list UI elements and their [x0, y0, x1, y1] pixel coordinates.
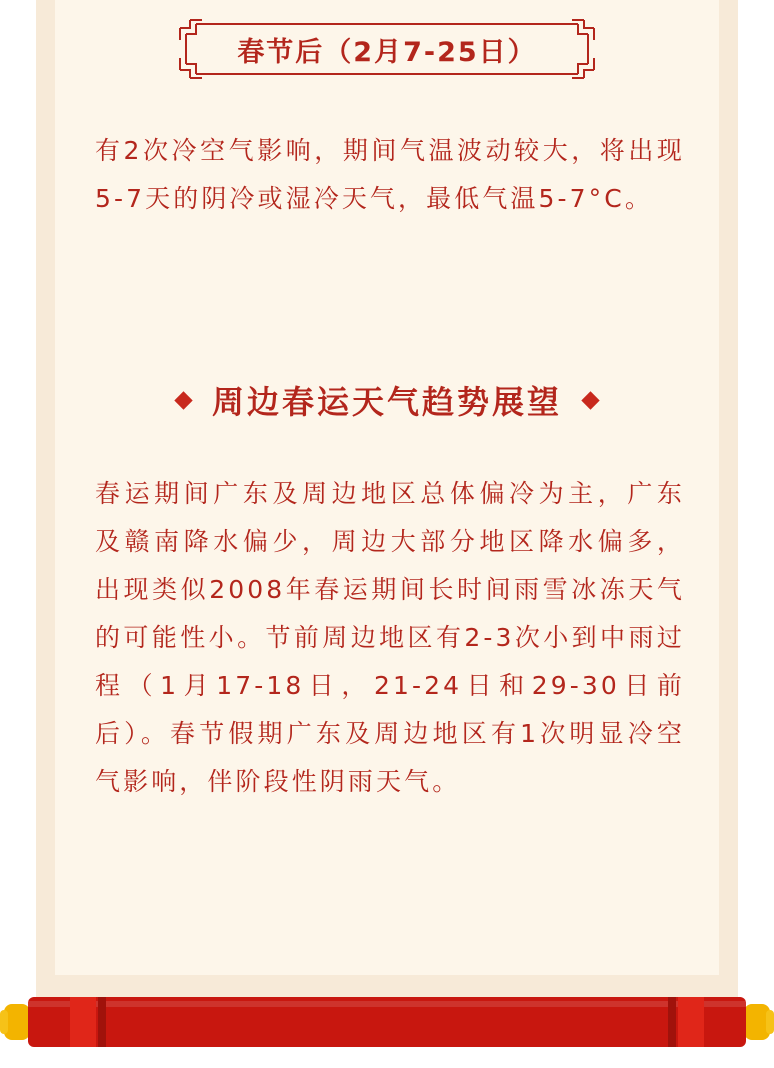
scroll-knob-end-left	[0, 1010, 8, 1034]
diamond-icon	[581, 391, 599, 409]
section-title-box	[178, 18, 596, 80]
section-heading-text: 周边春运天气趋势展望	[211, 383, 562, 421]
scroll-knob-end-right	[766, 1010, 774, 1034]
section-title: 春节后（2月7-25日）	[237, 36, 537, 68]
diamond-icon	[174, 391, 192, 409]
scroll-roller	[28, 997, 746, 1047]
section-heading	[140, 372, 634, 428]
outlook-paragraph: 春运期间广东及周边地区总体偏冷为主，广东及赣南降水偏少，周边大部分地区降水偏多，出现类似2008年春运期间长时间雨雪冰冻天气的可能性小。节前周边地区有2-3次小到中雨过程（1月17-18日，21-24日和29-30日前后）。春节假期广东及周边地区有1次明显冷空气影响，伴阶段性阴雨天气。	[95, 479, 685, 796]
post-festival-paragraph: 有2次冷空气影响，期间气温波动较大，将出现5-7天的阴冷或湿冷天气，最低气温5-7°C。	[95, 136, 685, 213]
